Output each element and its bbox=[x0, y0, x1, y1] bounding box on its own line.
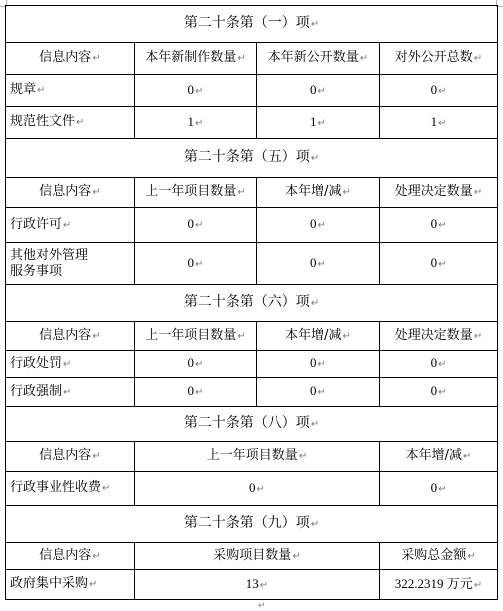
table-row bbox=[6, 243, 498, 285]
cell-value: 0↵ bbox=[380, 208, 498, 243]
cell-value: 13↵ bbox=[135, 570, 380, 600]
header-row bbox=[6, 322, 498, 351]
column-header: 处理决定数量↵ bbox=[380, 178, 498, 208]
cell-value: 0↵ bbox=[257, 243, 380, 285]
table-row bbox=[6, 75, 498, 107]
column-header: 对外公开总数↵ bbox=[380, 43, 498, 75]
row-label: 行政许可↵ bbox=[6, 208, 135, 243]
header-row bbox=[6, 442, 498, 472]
cell-value: 0↵ bbox=[380, 75, 498, 107]
cell-value: 1↵ bbox=[380, 107, 498, 139]
table-row bbox=[6, 378, 498, 407]
row-label: 行政处罚↵ bbox=[6, 351, 135, 378]
section-title-row bbox=[6, 6, 498, 43]
cell-value: 0↵ bbox=[380, 351, 498, 378]
column-header: 本年新公开数量↵ bbox=[257, 43, 380, 75]
cell-value: 0↵ bbox=[135, 208, 257, 243]
section-title: 第二十条第（一）项↵ bbox=[6, 6, 498, 43]
row-label: 行政事业性收费↵ bbox=[6, 472, 135, 506]
table-row bbox=[6, 570, 498, 600]
column-header: 信息内容↵ bbox=[6, 322, 135, 351]
column-header: 信息内容↵ bbox=[6, 442, 135, 472]
cell-value: 0↵ bbox=[380, 243, 498, 285]
column-header: 信息内容↵ bbox=[6, 543, 135, 570]
section-title: 第二十条第（六）项↵ bbox=[6, 285, 498, 322]
column-header: 上一年项目数量↵ bbox=[135, 322, 257, 351]
table-row bbox=[6, 107, 498, 139]
table-row bbox=[6, 472, 498, 506]
paragraph-mark-icon: ↵ bbox=[258, 601, 266, 611]
section-title: 第二十条第（五）项↵ bbox=[6, 139, 498, 178]
cell-value: 0↵ bbox=[135, 351, 257, 378]
cell-value: 0↵ bbox=[135, 75, 257, 107]
cell-value: 1↵ bbox=[135, 107, 257, 139]
row-label: 规章↵ bbox=[6, 75, 135, 107]
column-header: 本年增/减↵ bbox=[380, 442, 498, 472]
header-row bbox=[6, 543, 498, 570]
cell-value: 0↵ bbox=[135, 243, 257, 285]
section-title-row bbox=[6, 285, 498, 322]
section-title-row bbox=[6, 407, 498, 442]
disclosure-table bbox=[5, 5, 498, 600]
section-title-row bbox=[6, 506, 498, 543]
column-header: 本年新制作数量↵ bbox=[135, 43, 257, 75]
column-header: 采购项目数量↵ bbox=[135, 543, 380, 570]
cell-value: 0↵ bbox=[257, 208, 380, 243]
section-title-row bbox=[6, 139, 498, 178]
column-header: 采购总金额↵ bbox=[380, 543, 498, 570]
cell-value: 0↵ bbox=[257, 75, 380, 107]
cell-value: 1↵ bbox=[257, 107, 380, 139]
cell-value: 0↵ bbox=[380, 472, 498, 506]
column-header: 处理决定数量↵ bbox=[380, 322, 498, 351]
row-label: 规范性文件↵ bbox=[6, 107, 135, 139]
row-label: 政府集中采购↵ bbox=[6, 570, 135, 600]
row-label: 行政强制↵ bbox=[6, 378, 135, 407]
header-row bbox=[6, 178, 498, 208]
column-header: 信息内容↵ bbox=[6, 43, 135, 75]
column-header: 上一年项目数量↵ bbox=[135, 442, 380, 472]
column-header: 上一年项目数量↵ bbox=[135, 178, 257, 208]
cell-value: 0↵ bbox=[257, 378, 380, 407]
header-row bbox=[6, 43, 498, 75]
table-row bbox=[6, 208, 498, 243]
column-header: 本年增/减↵ bbox=[257, 178, 380, 208]
column-header: 信息内容↵ bbox=[6, 178, 135, 208]
section-title: 第二十条第（八）项↵ bbox=[6, 407, 498, 442]
section-title: 第二十条第（九）项↵ bbox=[6, 506, 498, 543]
cell-value: 0↵ bbox=[135, 378, 257, 407]
cell-value: 0↵ bbox=[257, 351, 380, 378]
cell-value: 0↵ bbox=[380, 378, 498, 407]
table-row bbox=[6, 351, 498, 378]
cell-value: 322.2319 万元↵ bbox=[380, 570, 498, 600]
row-label: 其他对外管理 服务事项 bbox=[6, 243, 135, 285]
cell-value: 0↵ bbox=[135, 472, 380, 506]
column-header: 本年增/减↵ bbox=[257, 322, 380, 351]
